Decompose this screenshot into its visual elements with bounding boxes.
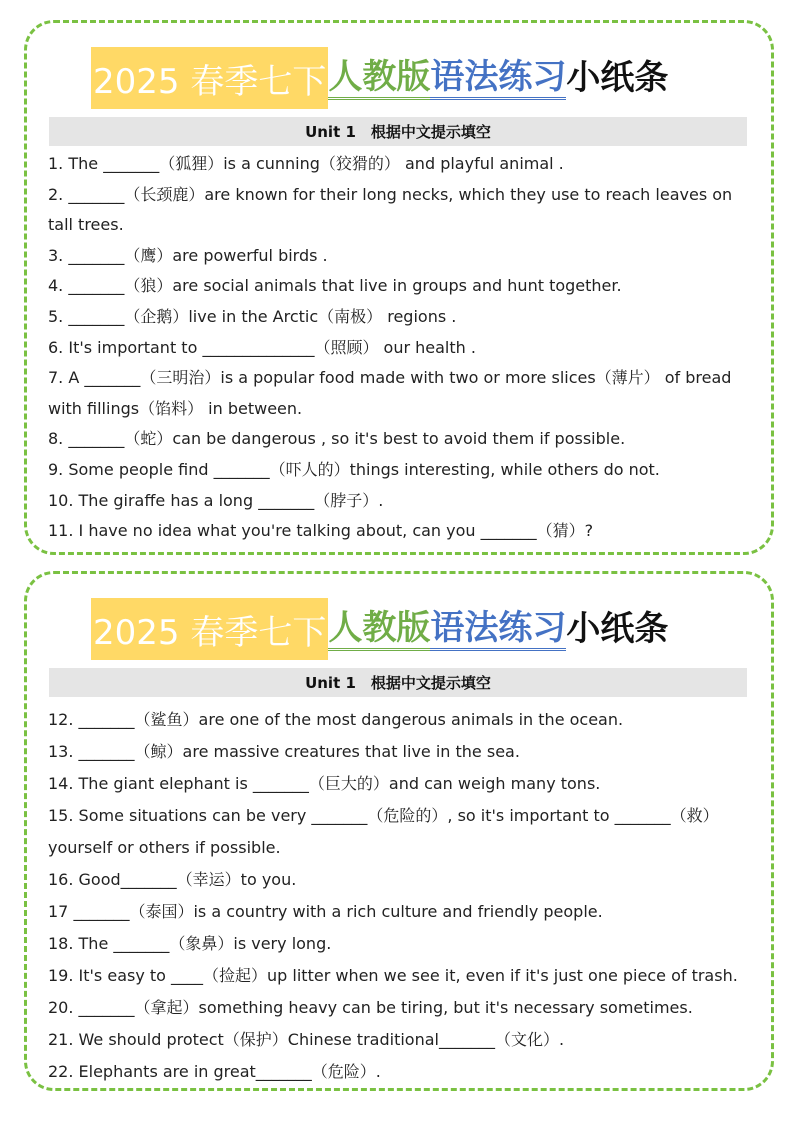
- worksheet-card-2: [24, 571, 774, 1091]
- title-slip: 小纸条: [566, 58, 669, 98]
- title-edition: 人教版: [328, 608, 430, 651]
- title-slip: 小纸条: [566, 609, 669, 649]
- exercise-item: 8. _______（蛇）can be dangerous , so it's best to avoid them if possible.: [48, 429, 626, 449]
- section-heading: Unit 1 根据中文提示填空: [49, 668, 747, 697]
- exercise-item: 14. The giant elephant is _______（巨大的）and can weigh many tons.: [48, 774, 601, 793]
- title-year-term: 2025 春季七下: [91, 47, 328, 109]
- title-grammar: 语法练习: [430, 608, 566, 651]
- worksheet-card-1: [24, 20, 774, 555]
- section-heading: Unit 1 根据中文提示填空: [49, 117, 747, 146]
- exercise-item: 15. Some situations can be very _______（危险的）, so it's important to _______（救） yourself or others if possible.: [48, 806, 719, 857]
- exercise-item: 13. _______（鲸）are massive creatures that live in the sea.: [48, 742, 520, 761]
- exercise-item: 20. _______（拿起）something heavy can be tiring, but it's necessary sometimes.: [48, 998, 693, 1017]
- exercise-list: [48, 149, 758, 547]
- exercise-item: 19. It's easy to ____（捡起）up litter when we see it, even if it's just one piece of trash.: [48, 966, 738, 985]
- exercise-list: [48, 704, 758, 1088]
- exercise-item: 21. We should protect（保护）Chinese traditional_______（文化）.: [48, 1030, 565, 1049]
- exercise-item: 11. I have no idea what you're talking about, can you _______（猜）?: [48, 521, 594, 541]
- exercise-item: 16. Good_______（幸运）to you.: [48, 870, 297, 889]
- exercise-item: 22. Elephants are in great_______（危险）.: [48, 1062, 381, 1081]
- exercise-item: 3. _______（鹰）are powerful birds .: [48, 245, 328, 265]
- exercise-item: 9. Some people find _______（吓人的）things interesting, while others do not.: [48, 459, 660, 479]
- exercise-item: 12. _______（鲨鱼）are one of the most dangerous animals in the ocean.: [48, 710, 624, 729]
- exercise-item: 7. A _______（三明治）is a popular food made with two or more slices（薄片） of bread with fillings（馅料） in between.: [48, 368, 732, 418]
- card-title: [91, 598, 668, 660]
- title-grammar: 语法练习: [430, 57, 566, 100]
- exercise-item: 10. The giraffe has a long _______（脖子）.: [48, 490, 384, 510]
- card-title: [91, 47, 668, 109]
- exercise-item: 5. _______（企鹅）live in the Arctic（南极） regions .: [48, 306, 457, 326]
- title-edition: 人教版: [328, 57, 430, 100]
- exercise-item: 18. The _______（象鼻）is very long.: [48, 934, 332, 953]
- title-year-term: 2025 春季七下: [91, 598, 328, 660]
- exercise-item: 6. It's important to ______________（照顾） our health .: [48, 337, 476, 357]
- exercise-item: 2. _______（长颈鹿）are known for their long necks, which they use to reach leaves on tall trees.: [48, 184, 733, 235]
- exercise-item: 1. The _______（狐狸）is a cunning（狡猾的） and playful animal .: [48, 154, 564, 173]
- exercise-item: 17 _______（泰国）is a country with a rich culture and friendly people.: [48, 902, 603, 921]
- exercise-item: 4. _______（狼）are social animals that live in groups and hunt together.: [48, 276, 622, 296]
